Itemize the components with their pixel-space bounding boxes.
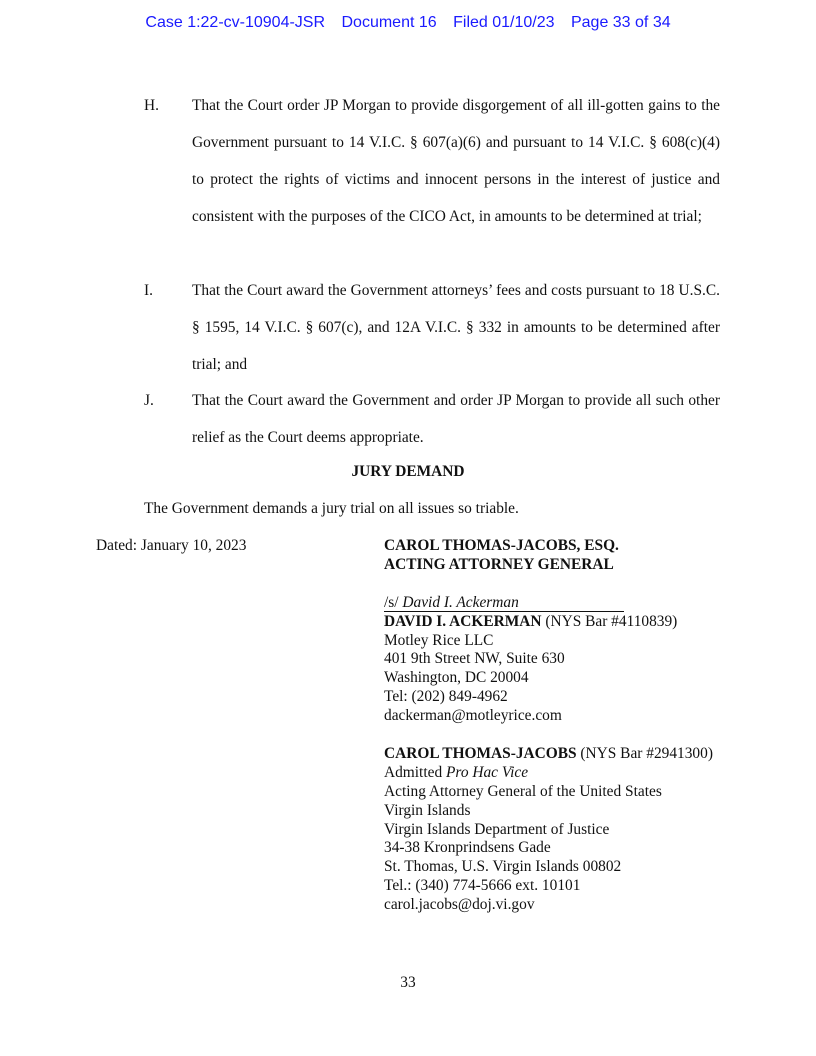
- attorney-1-tel: Tel: (202) 849-4962: [384, 688, 508, 706]
- page-number: 33: [400, 974, 416, 991]
- attorney-2-email: carol.jacobs@doj.vi.gov: [384, 896, 535, 914]
- request-h: [144, 87, 720, 235]
- page-indicator: Page 33 of 34: [570, 14, 671, 31]
- attorney-1-address2: Washington, DC 20004: [384, 669, 529, 687]
- attorney-2-dept: Virgin Islands Department of Justice: [384, 820, 610, 838]
- ag-name: CAROL THOMAS-JACOBS, ESQ.: [384, 537, 619, 554]
- document-number: Document 16: [341, 14, 437, 31]
- case-header: [0, 14, 816, 32]
- attorney-2-tel: Tel.: (340) 774-5666 ext. 10101: [384, 877, 581, 895]
- request-text: That the Court order JP Morgan to provide disgorgement of all ill-gotten gains to the Government pursuant to 14 V.I.C. § 607(a)(6) and pursuant to 14 V.I.C. § 608(c)(4) to protect the rights of victims and innocent persons in the interest of justice and consistent with the purposes of the CICO Act, in amounts to be determined at trial;: [192, 97, 720, 225]
- request-j: [144, 382, 720, 456]
- signature-name: David I. Ackerman: [402, 593, 519, 611]
- attorney-1-email: dackerman@motleyrice.com: [384, 707, 562, 725]
- dated-line: Dated: January 10, 2023: [96, 537, 247, 554]
- filed-date: Filed 01/10/23: [453, 14, 555, 31]
- attorney-1-firm: Motley Rice LLC: [384, 631, 494, 649]
- request-text: That the Court award the Government attorneys’ fees and costs pursuant to 18 U.S.C. § 1595, 14 V.I.C. § 607(c), and 12A V.I.C. § 332 in amounts to be determined after trial; and: [192, 282, 720, 373]
- request-i: [144, 272, 720, 383]
- attorney-2-name-line: CAROL THOMAS-JACOBS (NYS Bar #2941300): [384, 744, 713, 762]
- jury-demand-heading: JURY DEMAND: [351, 463, 465, 480]
- attorney-2-address2: St. Thomas, U.S. Virgin Islands 00802: [384, 858, 622, 876]
- attorney-2-title2: Virgin Islands: [384, 801, 471, 819]
- request-letter: J.: [144, 392, 154, 409]
- request-text: That the Court award the Government and order JP Morgan to provide all such other relief as the Court deems appropriate.: [192, 392, 720, 446]
- attorney-2-admitted: Admitted Pro Hac Vice: [384, 763, 529, 781]
- case-number: Case 1:22-cv-10904-JSR: [145, 14, 326, 31]
- ag-title: ACTING ATTORNEY GENERAL: [384, 555, 614, 573]
- request-letter: H.: [144, 97, 159, 114]
- jury-demand-text: The Government demands a jury trial on all issues so triable.: [144, 500, 519, 517]
- attorney-1-name-line: DAVID I. ACKERMAN (NYS Bar #4110839): [384, 612, 678, 630]
- signature-block: [384, 537, 724, 915]
- attorney-1-address1: 401 9th Street NW, Suite 630: [384, 650, 565, 668]
- attorney-2-title1: Acting Attorney General of the United States: [384, 782, 662, 800]
- signature-line: /s/ David I. Ackerman: [384, 594, 724, 613]
- request-letter: I.: [144, 282, 153, 299]
- attorney-2-address1: 34-38 Kronprindsens Gade: [384, 839, 551, 857]
